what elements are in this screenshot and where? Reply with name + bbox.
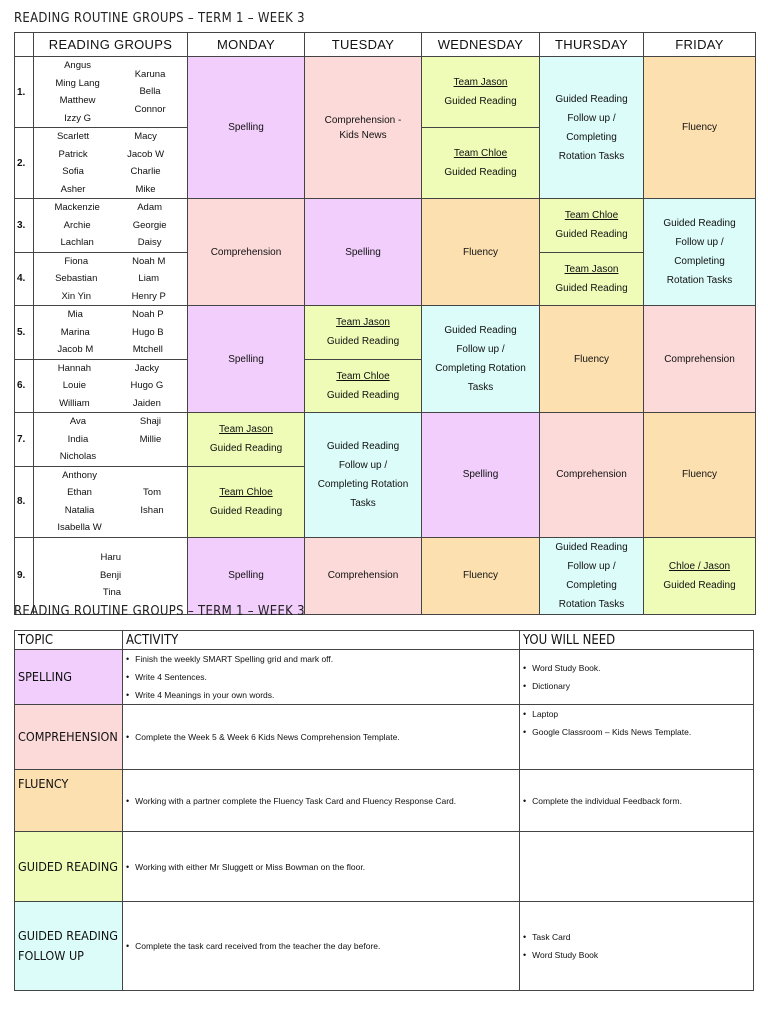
student-name: Hugo G [130, 380, 164, 391]
header-monday: MONDAY [188, 33, 305, 57]
student-name: Tina [102, 587, 122, 599]
student-name: Henry P [131, 290, 166, 302]
names-col [140, 413, 162, 448]
page-title: READING ROUTINE GROUPS – TERM 1 – WEEK 3 [14, 11, 305, 26]
group-names [34, 57, 188, 128]
student-name: Jacky [134, 362, 160, 374]
names-col [57, 128, 89, 198]
activity-header-row [15, 631, 754, 650]
activity-item: • Write 4 Meanings in your own words. [126, 686, 519, 704]
student-name: Connor [134, 103, 166, 115]
group-number: 7. [15, 413, 34, 467]
cell-team-chloe: Team Chloe Guided Reading [305, 359, 422, 413]
group-names [34, 537, 188, 614]
student-name: Haru [100, 552, 122, 564]
activity-item: • Working with a partner complete the Fluency Task Card and Fluency Response Card. [126, 792, 519, 810]
cell-fluency: Fluency [422, 199, 540, 306]
cell-spelling: Spelling [188, 57, 305, 199]
table-row [15, 413, 756, 467]
student-name: Charlie [130, 166, 161, 177]
student-name: Ishan [140, 504, 164, 516]
student-name: Xin Yin [61, 290, 92, 302]
student-name: Daisy [137, 237, 162, 248]
group-names [34, 359, 188, 413]
names-col [55, 57, 99, 127]
cell-comprehension-kids-news: Comprehension - Kids News [305, 57, 422, 199]
student-name: Izzy G [64, 112, 91, 124]
student-name: Shaji [139, 416, 161, 427]
table-row [15, 832, 754, 902]
header-wednesday: WEDNESDAY [422, 33, 540, 57]
student-name: Louie [62, 380, 86, 391]
student-name: Mike [135, 183, 156, 195]
student-name: Sebastian [55, 273, 98, 284]
cell-team-jason: Team Jason Guided Reading [188, 413, 305, 467]
topic-guided-reading: GUIDED READING [15, 832, 123, 902]
names-col [131, 360, 164, 413]
header-tuesday: TUESDAY [305, 33, 422, 57]
need-cell [520, 770, 754, 832]
student-name: Archie [63, 219, 91, 231]
student-name: Benji [99, 569, 122, 581]
student-name: Adam [137, 202, 163, 213]
cell-fluency: Fluency [422, 537, 540, 614]
names-col [57, 467, 101, 537]
topic-spelling: SPELLING [15, 650, 123, 705]
cell-chloe-jason: Chloe / Jason Guided Reading [644, 537, 756, 614]
names-col [60, 413, 96, 466]
activity-item: • Complete the Week 5 & Week 6 Kids News Comprehension Template. [126, 728, 519, 746]
student-name: Georgie [132, 219, 167, 231]
table-row [15, 705, 754, 770]
student-name: Ethan [67, 487, 92, 498]
student-name: Mackenzie [54, 202, 100, 213]
activity-item: • Finish the weekly SMART Spelling grid and mark off. [126, 650, 519, 668]
table-row [15, 57, 756, 128]
need-item: • Word Study Book [523, 946, 753, 964]
group-names [34, 466, 188, 537]
activity-cell [123, 902, 520, 991]
header-you-will-need: YOU WILL NEED [520, 631, 754, 650]
student-name: Jaiden [132, 397, 161, 409]
cell-spelling: Spelling [305, 199, 422, 306]
need-item: • Complete the individual Feedback form. [523, 792, 753, 810]
student-name: Ava [69, 416, 87, 427]
cell-fluency: Fluency [644, 57, 756, 199]
cell-team-jason: Team Jason Guided Reading [305, 306, 422, 360]
student-name: Asher [60, 183, 86, 195]
timetable [14, 32, 756, 615]
student-name: Isabella W [57, 522, 102, 533]
table-row [15, 650, 754, 705]
group-names [34, 252, 188, 306]
group-number: 8. [15, 466, 34, 537]
need-cell [520, 705, 754, 770]
cell-follow-up: Guided Reading Follow up / Completing Rotation Tasks [540, 537, 644, 614]
activity-cell [123, 650, 520, 705]
student-name: Noah M [132, 255, 166, 267]
names-col [133, 199, 167, 252]
student-name: Patrick [58, 148, 88, 160]
cell-comprehension: Comprehension [305, 537, 422, 614]
student-name: Sofia [62, 166, 84, 177]
cell-team-chloe: Team Chloe Guided Reading [188, 466, 305, 537]
topic-comprehension: COMPREHENSION [15, 705, 123, 770]
cell-spelling: Spelling [188, 537, 305, 614]
cell-follow-up: Guided Reading Follow up / Completing Rotation Tasks [540, 57, 644, 199]
student-name: Fiona [64, 255, 89, 267]
activity-cell [123, 832, 520, 902]
student-name: Hannah [57, 362, 92, 374]
table-row [15, 902, 754, 991]
student-name: Mtchell [132, 344, 163, 355]
names-col [54, 199, 99, 252]
group-names [34, 413, 188, 467]
student-name: Matthew [59, 95, 96, 106]
cell-team-chloe: Team Chloe Guided Reading [422, 128, 540, 199]
names-col [132, 253, 166, 306]
student-name: Noah P [131, 309, 164, 320]
activity-item: • Working with either Mr Sluggett or Miss Bowman on the floor. [126, 858, 519, 876]
cell-comprehension: Comprehension [188, 199, 305, 306]
student-name: Mia [67, 309, 83, 320]
need-item: • Word Study Book. [523, 659, 753, 677]
cell-spelling: Spelling [422, 413, 540, 538]
need-item: • Google Classroom – Kids News Template. [523, 723, 753, 741]
cell-team-chloe: Team Chloe Guided Reading [540, 199, 644, 253]
header-thursday: THURSDAY [540, 33, 644, 57]
cell-follow-up: Guided Reading Follow up / Completing Rotation Tasks [644, 199, 756, 306]
header-friday: FRIDAY [644, 33, 756, 57]
student-name: Marina [60, 326, 90, 338]
student-name: Nicholas [59, 451, 97, 462]
cell-follow-up: Guided Reading Follow up / Completing Rotation Tasks [305, 413, 422, 538]
group-number: 1. [15, 57, 34, 128]
cell-spelling: Spelling [188, 306, 305, 413]
table-row [15, 306, 756, 360]
header-activity: ACTIVITY [123, 631, 520, 650]
group-names [34, 199, 188, 253]
names-col [100, 549, 121, 602]
student-name: Liam [138, 273, 160, 284]
names-col [140, 484, 163, 519]
student-name: Jacob M [57, 344, 94, 355]
timetable-header-row [15, 33, 756, 57]
topic-guided-reading-follow-up: GUIDED READING FOLLOW UP [15, 902, 123, 991]
student-name: Angus [64, 60, 92, 71]
cell-fluency: Fluency [644, 413, 756, 538]
group-number: 9. [15, 537, 34, 614]
need-item: • Dictionary [523, 677, 753, 695]
student-name: Karuna [134, 68, 166, 80]
student-name: Lachlan [60, 237, 94, 248]
activity-table [14, 630, 754, 991]
table-row [15, 770, 754, 832]
cell-comprehension: Comprehension [540, 413, 644, 538]
student-name: Millie [139, 433, 162, 445]
cell-team-jason: Team Jason Guided Reading [422, 57, 540, 128]
table-row [15, 199, 756, 253]
topic-fluency: FLUENCY [15, 770, 123, 832]
cell-team-jason: Team Jason Guided Reading [540, 252, 644, 306]
student-name: Macy [134, 131, 157, 142]
table-row [15, 537, 756, 614]
group-number: 2. [15, 128, 34, 199]
names-col [58, 360, 91, 413]
group-names [34, 306, 188, 360]
names-col [134, 66, 165, 119]
section-title: READING ROUTINE GROUPS – TERM 1 – WEEK 3 [14, 604, 305, 619]
cell-comprehension: Comprehension [644, 306, 756, 413]
group-number: 5. [15, 306, 34, 360]
cell-follow-up: Guided Reading Follow up / Completing Rotation Tasks [422, 306, 540, 413]
names-col [132, 306, 164, 359]
header-topic: TOPIC [15, 631, 123, 650]
corner-cell [15, 33, 34, 57]
need-cell [520, 902, 754, 991]
group-names [34, 128, 188, 199]
student-name: Natalia [64, 504, 95, 516]
need-item: • Task Card [523, 928, 753, 946]
names-col [57, 306, 93, 359]
group-number: 6. [15, 359, 34, 413]
cell-fluency: Fluency [540, 306, 644, 413]
activity-cell [123, 705, 520, 770]
student-name: Scarlett [56, 131, 90, 142]
student-name: India [67, 433, 89, 445]
student-name: Ming Lang [55, 77, 100, 89]
group-number: 4. [15, 252, 34, 306]
student-name: Jacob W [127, 148, 165, 160]
student-name: Hugo B [131, 326, 164, 338]
activity-item: • Complete the task card received from the teacher the day before. [126, 937, 519, 955]
student-name: Bella [139, 86, 161, 98]
need-item: • Laptop [523, 705, 753, 723]
group-number: 3. [15, 199, 34, 253]
student-name: Tom [143, 487, 161, 498]
names-col [55, 253, 97, 306]
header-reading-groups: READING GROUPS [34, 33, 188, 57]
need-cell [520, 650, 754, 705]
names-col [127, 128, 164, 198]
activity-cell [123, 770, 520, 832]
student-name: Anthony [62, 469, 97, 481]
need-cell [520, 832, 754, 902]
activity-item: • Write 4 Sentences. [126, 668, 519, 686]
student-name: William [59, 397, 90, 409]
